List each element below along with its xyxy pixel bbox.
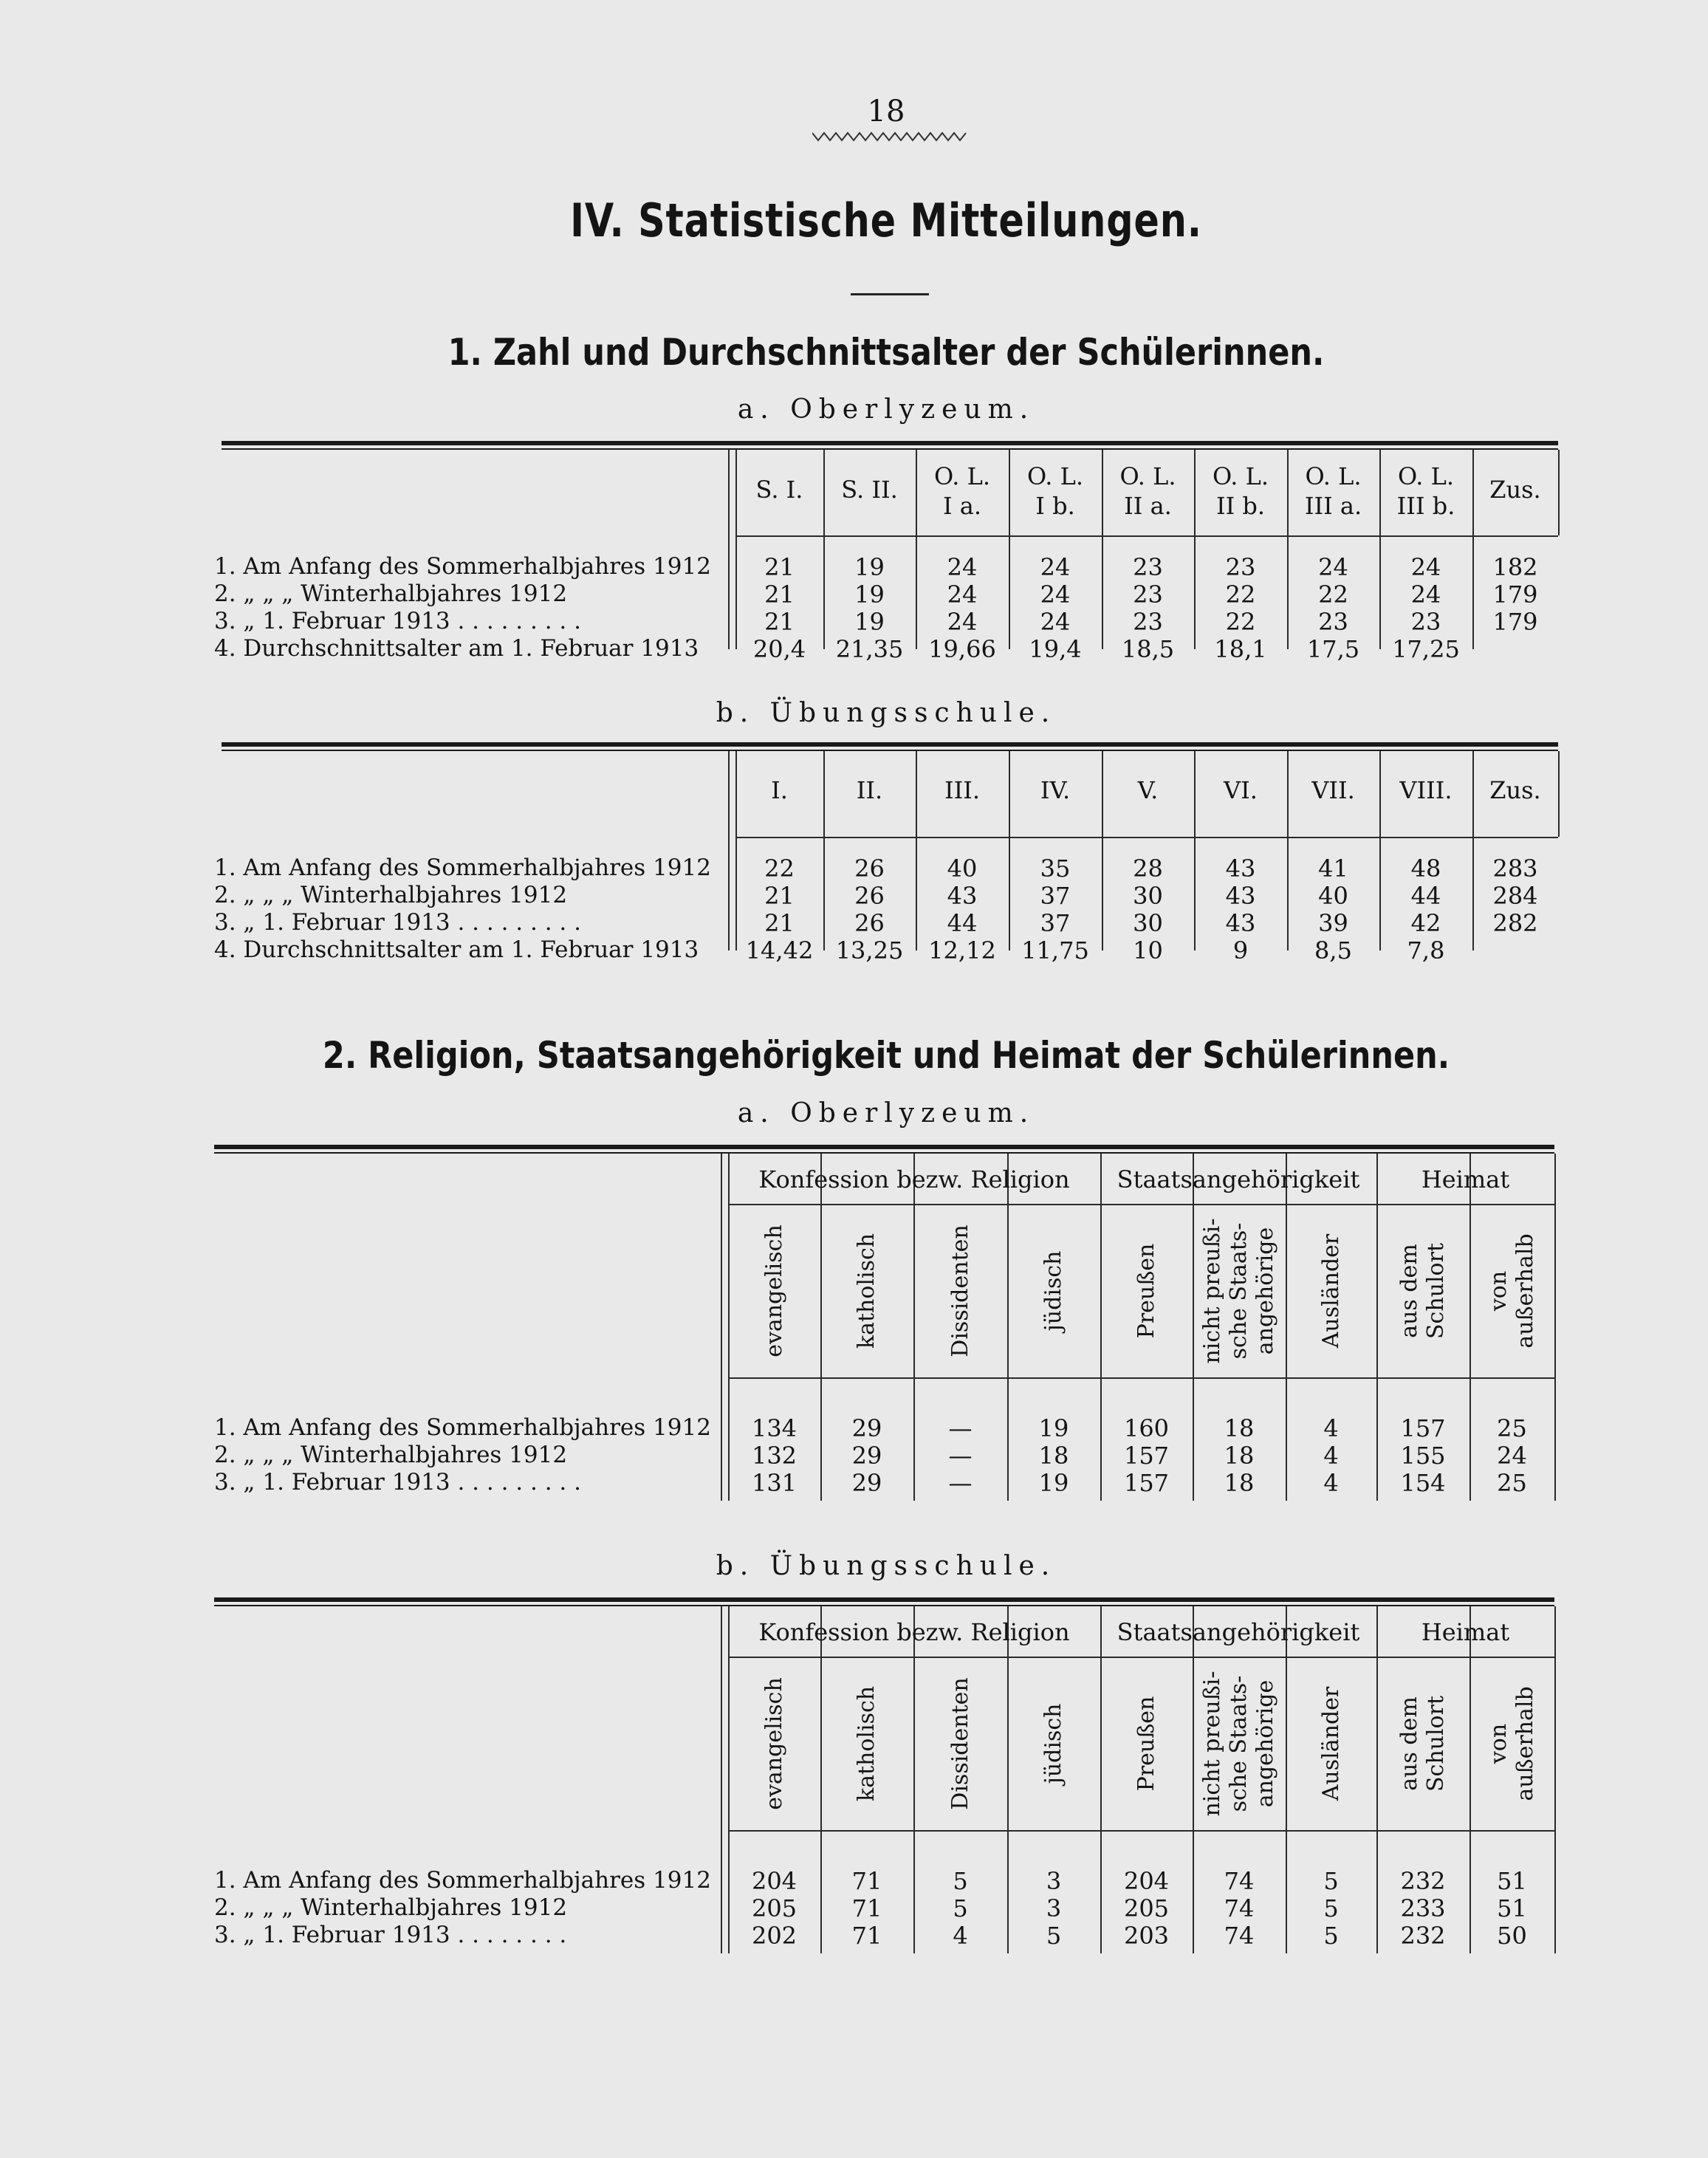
table-cell: 5 bbox=[1323, 1922, 1339, 1950]
header-line: Preußen bbox=[1133, 1696, 1159, 1791]
table-cell: 24 bbox=[947, 580, 978, 609]
header-line: katholisch bbox=[854, 1233, 879, 1349]
table-cell: 3 bbox=[1046, 1867, 1062, 1895]
column-header bbox=[1194, 462, 1287, 521]
table-cell: 71 bbox=[851, 1894, 882, 1922]
header-line: Preußen bbox=[1133, 1243, 1159, 1338]
table-cell: 44 bbox=[1410, 882, 1441, 910]
table-cell: 232 bbox=[1400, 1922, 1446, 1950]
table-cell: 21 bbox=[764, 553, 795, 581]
table-cell: 205 bbox=[751, 1894, 798, 1922]
header-line2: II a. bbox=[1124, 492, 1172, 520]
table-cell: 44 bbox=[947, 909, 978, 937]
table-cell: 19,66 bbox=[928, 635, 996, 663]
header-line1: O. L. bbox=[1397, 462, 1455, 490]
ornament-squiggle bbox=[812, 130, 967, 143]
column-group-header: Heimat bbox=[1421, 1165, 1510, 1193]
header-line: von bbox=[1485, 1270, 1512, 1311]
table-cell: — bbox=[948, 1442, 973, 1470]
table-cell: — bbox=[948, 1414, 973, 1442]
header-line: evangelisch bbox=[761, 1224, 787, 1357]
rotated-column-header bbox=[1133, 1696, 1160, 1791]
column-divider bbox=[721, 1606, 722, 1953]
table-cell: 43 bbox=[1225, 909, 1256, 937]
rotated-column-header bbox=[1199, 1218, 1279, 1363]
table-cell: 48 bbox=[1410, 854, 1441, 883]
header-line: katholisch bbox=[854, 1685, 879, 1801]
group-rule bbox=[728, 1204, 1554, 1205]
rotated-column-header bbox=[854, 1685, 880, 1801]
header-line: aus dem bbox=[1396, 1696, 1422, 1791]
table-cell: 182 bbox=[1492, 553, 1538, 581]
header-line1: S. I. bbox=[755, 476, 803, 504]
table-cell: 12,12 bbox=[928, 936, 996, 965]
table-cell: 21 bbox=[764, 580, 795, 609]
header-line: von bbox=[1485, 1723, 1512, 1764]
table-cell: 51 bbox=[1497, 1894, 1527, 1922]
rotated-column-header bbox=[1486, 1233, 1539, 1348]
header-rule bbox=[735, 837, 1558, 838]
table-cell: 5 bbox=[953, 1894, 968, 1922]
table-cell: 4 bbox=[1323, 1414, 1339, 1442]
table-cell: 18,1 bbox=[1214, 635, 1267, 663]
table-top-rule bbox=[214, 1597, 1554, 1602]
table-cell: 50 bbox=[1497, 1922, 1527, 1950]
table-cell: 26 bbox=[854, 882, 885, 910]
section1b-subtitle: b. Übungsschule. bbox=[716, 698, 1057, 728]
table-cell: 205 bbox=[1123, 1894, 1170, 1922]
table-cell: 5 bbox=[1323, 1867, 1339, 1895]
table-cell: 18 bbox=[1224, 1442, 1255, 1470]
table-cell: 71 bbox=[851, 1867, 882, 1895]
table-cell: 24 bbox=[1410, 580, 1441, 609]
column-header: VI. bbox=[1224, 776, 1258, 804]
header-line1: O. L. bbox=[1119, 462, 1176, 490]
table-cell: 160 bbox=[1123, 1414, 1170, 1442]
page-title: IV. Statistische Mitteilungen. bbox=[570, 193, 1202, 247]
header-line: außerhalb bbox=[1512, 1685, 1538, 1801]
table-cell: 11,75 bbox=[1021, 936, 1089, 965]
table-cell: 26 bbox=[854, 854, 885, 883]
column-header bbox=[1287, 462, 1379, 521]
column-header: IV. bbox=[1040, 776, 1071, 804]
header-line2: II b. bbox=[1215, 492, 1266, 520]
column-header: V. bbox=[1137, 776, 1159, 804]
column-divider bbox=[728, 751, 730, 950]
table-cell: 233 bbox=[1400, 1894, 1446, 1922]
section2b-subtitle: b. Übungsschule. bbox=[716, 1551, 1057, 1581]
table-cell: 24 bbox=[1040, 608, 1071, 636]
table-cell: 24 bbox=[1040, 553, 1071, 581]
table-cell: 21 bbox=[764, 882, 795, 910]
header-line1: O. L. bbox=[933, 462, 991, 490]
table-cell: 19 bbox=[854, 608, 885, 636]
column-header bbox=[735, 462, 823, 504]
table-cell: 43 bbox=[947, 882, 978, 910]
table-cell: 155 bbox=[1400, 1442, 1446, 1470]
table-cell: 17,25 bbox=[1392, 635, 1460, 663]
table-cell: 74 bbox=[1224, 1894, 1255, 1922]
table-top-rule bbox=[222, 441, 1558, 445]
table-cell: 282 bbox=[1492, 909, 1538, 937]
header-line: nicht preußi- bbox=[1199, 1217, 1225, 1364]
table-cell: 23 bbox=[1318, 608, 1348, 636]
table-cell: 19,4 bbox=[1029, 635, 1082, 663]
row-label: 1. Am Anfang des Sommerhalbjahres 1912 bbox=[214, 1867, 711, 1894]
column-divider bbox=[1558, 450, 1560, 535]
table-cell: 8,5 bbox=[1314, 936, 1352, 965]
column-divider bbox=[1554, 1606, 1556, 1953]
table-top-rule-thin bbox=[214, 1152, 1554, 1154]
rotated-column-header bbox=[1040, 1250, 1067, 1331]
header-rule bbox=[735, 535, 1558, 537]
table-cell: 22 bbox=[764, 854, 795, 883]
table-cell: 28 bbox=[1133, 854, 1163, 883]
table-cell: 14,42 bbox=[745, 936, 814, 965]
table-cell: 157 bbox=[1400, 1414, 1446, 1442]
table-cell: 24 bbox=[1040, 580, 1071, 609]
column-header: Zus. bbox=[1489, 776, 1541, 804]
table-cell: 7,8 bbox=[1407, 936, 1445, 965]
rotated-column-header bbox=[854, 1233, 880, 1348]
column-header bbox=[1472, 462, 1558, 504]
header-line1: Zus. bbox=[1489, 476, 1541, 504]
table-cell: 203 bbox=[1123, 1922, 1170, 1950]
column-header: VII. bbox=[1311, 776, 1355, 804]
table-cell: 5 bbox=[1323, 1894, 1339, 1922]
table-cell: 17,5 bbox=[1306, 635, 1360, 663]
header-line2: III a. bbox=[1304, 492, 1362, 520]
table-cell: 30 bbox=[1133, 882, 1163, 910]
header-line: Schulort bbox=[1423, 1242, 1449, 1339]
row-label: 1. Am Anfang des Sommerhalbjahres 1912 bbox=[214, 854, 711, 881]
header-line: aus dem bbox=[1396, 1243, 1422, 1338]
column-header bbox=[916, 462, 1009, 521]
table-top-rule-thin bbox=[222, 750, 1558, 751]
rotated-column-header bbox=[947, 1677, 974, 1809]
header-line: Dissidenten bbox=[947, 1224, 973, 1357]
column-header bbox=[1379, 462, 1472, 521]
rotated-column-header bbox=[1396, 1242, 1450, 1338]
header-line1: O. L. bbox=[1026, 462, 1084, 490]
group-rule bbox=[728, 1657, 1554, 1658]
table-cell: 232 bbox=[1400, 1867, 1446, 1895]
table-top-rule-thin bbox=[222, 448, 1558, 450]
section1-title: 1. Zahl und Durchschnittsalter der Schülerinnen. bbox=[447, 331, 1325, 374]
header-line1: O. L. bbox=[1212, 462, 1269, 490]
table-cell: 131 bbox=[751, 1469, 798, 1497]
table-cell: 157 bbox=[1123, 1469, 1170, 1497]
header-line: sche Staats- bbox=[1226, 1675, 1252, 1812]
table-cell: 13,25 bbox=[835, 936, 904, 965]
column-group-header: Heimat bbox=[1421, 1618, 1510, 1646]
table-cell: 21 bbox=[764, 608, 795, 636]
column-header bbox=[823, 462, 916, 504]
header-line: nicht preußi- bbox=[1199, 1670, 1225, 1817]
table-cell: 4 bbox=[1323, 1469, 1339, 1497]
row-label: 1. Am Anfang des Sommerhalbjahres 1912 bbox=[214, 553, 711, 580]
header-line: jüdisch bbox=[1040, 1250, 1066, 1331]
table-cell: 202 bbox=[751, 1922, 798, 1950]
table-cell: — bbox=[948, 1469, 973, 1497]
column-divider bbox=[728, 450, 730, 649]
section2-title: 2. Religion, Staatsangehörigkeit und Heimat der Schülerinnen. bbox=[322, 1034, 1450, 1077]
rotated-column-header bbox=[761, 1224, 788, 1357]
table-cell: 42 bbox=[1410, 909, 1441, 937]
table-cell: 43 bbox=[1225, 854, 1256, 883]
table-cell: 3 bbox=[1046, 1894, 1062, 1922]
table-cell: 25 bbox=[1497, 1414, 1527, 1442]
table-cell: 179 bbox=[1492, 608, 1538, 636]
table-cell: 43 bbox=[1225, 882, 1256, 910]
rotated-column-header bbox=[1199, 1671, 1279, 1816]
column-group-header: Konfession bezw. Religion bbox=[758, 1618, 1070, 1646]
column-divider bbox=[1558, 751, 1560, 837]
table-cell: 283 bbox=[1492, 854, 1538, 883]
rotated-column-header bbox=[1318, 1233, 1345, 1347]
table-cell: 20,4 bbox=[752, 635, 806, 663]
row-label: 2. „ „ „ Winterhalbjahres 1912 bbox=[214, 1442, 568, 1468]
table-cell: 29 bbox=[851, 1469, 882, 1497]
table-top-rule bbox=[222, 742, 1558, 747]
column-header: III. bbox=[944, 776, 981, 804]
rotated-column-header bbox=[1318, 1686, 1345, 1800]
header-line1: O. L. bbox=[1305, 462, 1362, 490]
table-cell: 5 bbox=[1046, 1922, 1062, 1950]
table-cell: 18 bbox=[1038, 1442, 1069, 1470]
table-cell: 39 bbox=[1318, 909, 1348, 937]
header-line: Ausländer bbox=[1317, 1233, 1344, 1348]
row-label: 1. Am Anfang des Sommerhalbjahres 1912 bbox=[214, 1414, 711, 1441]
table-cell: 134 bbox=[751, 1414, 798, 1442]
table-cell: 18 bbox=[1224, 1414, 1255, 1442]
column-divider bbox=[721, 1154, 722, 1501]
table-cell: 154 bbox=[1400, 1469, 1446, 1497]
table-top-rule bbox=[214, 1145, 1554, 1149]
rotated-column-header bbox=[1396, 1695, 1450, 1791]
table-cell: 24 bbox=[1497, 1442, 1527, 1470]
column-header bbox=[1102, 462, 1194, 521]
row-label: 3. „ 1. Februar 1913 . . . . . . . . . bbox=[214, 608, 581, 634]
table-cell: 23 bbox=[1133, 580, 1163, 609]
header-line1: S. II. bbox=[841, 476, 898, 504]
table-cell: 40 bbox=[1318, 882, 1348, 910]
rotated-column-header bbox=[947, 1224, 974, 1357]
row-label: 3. „ 1. Februar 1913 . . . . . . . . . bbox=[214, 909, 581, 936]
table-cell: 29 bbox=[851, 1414, 882, 1442]
table-cell: 157 bbox=[1123, 1442, 1170, 1470]
table-cell: 204 bbox=[751, 1867, 798, 1895]
table-cell: 24 bbox=[1318, 553, 1348, 581]
header-line: angehörige bbox=[1252, 1679, 1278, 1807]
table-cell: 37 bbox=[1040, 909, 1071, 937]
header-line2: I b. bbox=[1035, 492, 1075, 520]
title-divider bbox=[851, 293, 929, 295]
rotated-column-header bbox=[761, 1677, 788, 1810]
row-label: 3. „ 1. Februar 1913 . . . . . . . . bbox=[214, 1922, 567, 1948]
table-cell: 4 bbox=[1323, 1442, 1339, 1470]
row-label: 2. „ „ „ Winterhalbjahres 1912 bbox=[214, 882, 568, 908]
table-cell: 40 bbox=[947, 854, 978, 883]
table-cell: 204 bbox=[1123, 1867, 1170, 1895]
column-divider bbox=[1554, 1154, 1556, 1501]
rotated-column-header bbox=[1486, 1686, 1539, 1801]
table-cell: 71 bbox=[851, 1922, 882, 1950]
table-cell: 22 bbox=[1225, 580, 1256, 609]
table-cell: 22 bbox=[1318, 580, 1348, 609]
column-header bbox=[1009, 462, 1102, 521]
header-line2: III b. bbox=[1396, 492, 1455, 520]
table-cell: 10 bbox=[1133, 936, 1163, 965]
section2a-subtitle: a. Oberlyzeum. bbox=[737, 1098, 1035, 1128]
column-header: I. bbox=[771, 776, 788, 804]
column-header: VIII. bbox=[1399, 776, 1453, 804]
row-label: 2. „ „ „ Winterhalbjahres 1912 bbox=[214, 580, 568, 607]
table-cell: 22 bbox=[1225, 608, 1256, 636]
table-cell: 19 bbox=[854, 580, 885, 609]
table-cell: 4 bbox=[953, 1922, 968, 1950]
row-label: 4. Durchschnittsalter am 1. Februar 1913 bbox=[214, 635, 699, 662]
table-cell: 24 bbox=[947, 608, 978, 636]
table-cell: 21,35 bbox=[835, 635, 904, 663]
table-cell: 9 bbox=[1232, 936, 1249, 965]
table-cell: 18,5 bbox=[1121, 635, 1175, 663]
table-cell: 19 bbox=[1038, 1414, 1069, 1442]
table-cell: 24 bbox=[947, 553, 978, 581]
table-cell: 21 bbox=[764, 909, 795, 937]
table-cell: 29 bbox=[851, 1442, 882, 1470]
table-cell: 5 bbox=[953, 1867, 968, 1895]
table-cell: 74 bbox=[1224, 1867, 1255, 1895]
header-line: Schulort bbox=[1423, 1695, 1449, 1792]
header-line: Ausländer bbox=[1317, 1686, 1344, 1801]
header-rule bbox=[728, 1377, 1554, 1379]
header-line2: I a. bbox=[942, 492, 982, 520]
header-line: evangelisch bbox=[761, 1676, 787, 1810]
column-group-header: Staatsangehörigkeit bbox=[1117, 1165, 1360, 1193]
header-line: außerhalb bbox=[1512, 1233, 1538, 1349]
header-line: angehörige bbox=[1252, 1227, 1278, 1354]
column-group-header: Staatsangehörigkeit bbox=[1117, 1618, 1360, 1646]
table-cell: 41 bbox=[1318, 854, 1348, 883]
table-cell: 23 bbox=[1225, 553, 1256, 581]
row-label: 2. „ „ „ Winterhalbjahres 1912 bbox=[214, 1894, 568, 1921]
column-group-header: Konfession bezw. Religion bbox=[758, 1165, 1070, 1193]
header-line: Dissidenten bbox=[947, 1676, 973, 1810]
table-cell: 23 bbox=[1133, 608, 1163, 636]
header-line: sche Staats- bbox=[1226, 1222, 1252, 1359]
table-top-rule-thin bbox=[214, 1605, 1554, 1606]
table-cell: 23 bbox=[1133, 553, 1163, 581]
table-cell: 179 bbox=[1492, 580, 1538, 609]
table-cell: 19 bbox=[854, 553, 885, 581]
page-number: 18 bbox=[867, 95, 905, 129]
table-cell: 284 bbox=[1492, 882, 1538, 910]
header-line: jüdisch bbox=[1040, 1703, 1066, 1784]
table-cell: 51 bbox=[1497, 1867, 1527, 1895]
table-cell: 24 bbox=[1410, 553, 1441, 581]
section1a-subtitle: a. Oberlyzeum. bbox=[737, 394, 1035, 425]
rotated-column-header bbox=[1133, 1243, 1160, 1338]
table-cell: 23 bbox=[1410, 608, 1441, 636]
table-cell: 19 bbox=[1038, 1469, 1069, 1497]
rotated-column-header bbox=[1040, 1703, 1067, 1784]
table-cell: 74 bbox=[1224, 1922, 1255, 1950]
table-cell: 132 bbox=[751, 1442, 798, 1470]
table-cell: 18 bbox=[1224, 1469, 1255, 1497]
row-label: 3. „ 1. Februar 1913 . . . . . . . . . bbox=[214, 1469, 581, 1496]
row-label: 4. Durchschnittsalter am 1. Februar 1913 bbox=[214, 936, 699, 963]
table-cell: 30 bbox=[1133, 909, 1163, 937]
header-rule bbox=[728, 1830, 1554, 1832]
table-cell: 26 bbox=[854, 909, 885, 937]
table-cell: 25 bbox=[1497, 1469, 1527, 1497]
table-cell: 35 bbox=[1040, 854, 1071, 883]
column-header: II. bbox=[856, 776, 883, 804]
table-cell: 37 bbox=[1040, 882, 1071, 910]
